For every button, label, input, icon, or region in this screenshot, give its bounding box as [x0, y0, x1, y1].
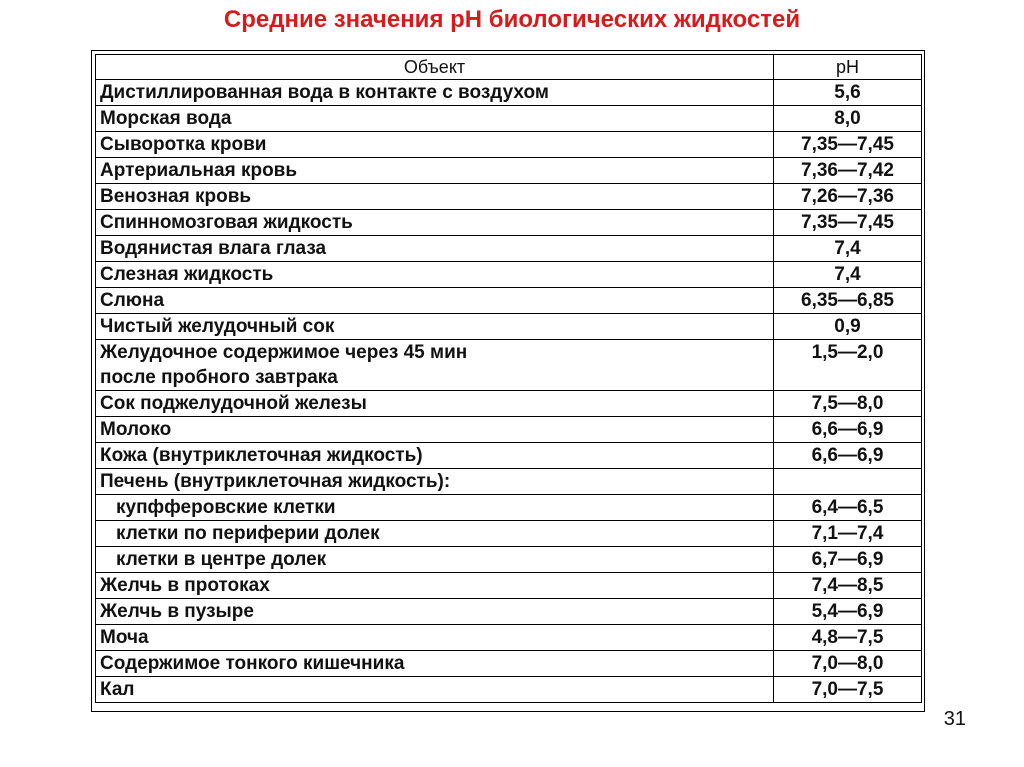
header-ph: pH — [774, 55, 922, 80]
row-object: Кожа (внутриклеточная жидкость) — [96, 443, 774, 469]
row-ph: 7,1—7,4 — [774, 521, 922, 547]
page-number: 31 — [943, 708, 966, 730]
row-object: Чистый желудочный сок — [96, 314, 774, 340]
row-ph: 7,4 — [774, 262, 922, 288]
row-ph: 4,8—7,5 — [774, 625, 922, 651]
ph-table-frame — [91, 50, 925, 712]
table-row — [96, 469, 922, 495]
table-row — [96, 391, 922, 417]
row-object: Морская вода — [96, 106, 774, 132]
table-row — [96, 521, 922, 547]
row-object: Сыворотка крови — [96, 132, 774, 158]
row-object: клетки по периферии долек — [96, 521, 774, 547]
table-row — [96, 288, 922, 314]
row-ph: 7,4 — [774, 236, 922, 262]
row-ph: 6,4—6,5 — [774, 495, 922, 521]
row-ph: 7,35—7,45 — [774, 210, 922, 236]
table-row — [96, 547, 922, 573]
row-ph: 5,4—6,9 — [774, 599, 922, 625]
table-row — [96, 314, 922, 340]
table-row — [96, 262, 922, 288]
row-ph: 7,35—7,45 — [774, 132, 922, 158]
row-object: Сок поджелудочной железы — [96, 391, 774, 417]
row-object: Слезная жидкость — [96, 262, 774, 288]
row-ph: 0,9 — [774, 314, 922, 340]
row-ph: 6,6—6,9 — [774, 443, 922, 469]
row-ph: 6,35—6,85 — [774, 288, 922, 314]
slide-title: Средние значения pH биологических жидкостей — [223, 6, 801, 33]
table-row — [96, 236, 922, 262]
row-object: Содержимое тонкого кишечника — [96, 651, 774, 677]
table-row — [96, 417, 922, 443]
table-row — [96, 625, 922, 651]
row-object: Молоко — [96, 417, 774, 443]
table-row — [96, 599, 922, 625]
row-ph: 7,0—8,0 — [774, 651, 922, 677]
table-row — [96, 443, 922, 469]
row-object: Спинномозговая жидкость — [96, 210, 774, 236]
table-row — [96, 573, 922, 599]
row-ph: 6,6—6,9 — [774, 417, 922, 443]
row-object: Слюна — [96, 288, 774, 314]
row-object: купфферовские клетки — [96, 495, 774, 521]
row-object: клетки в центре долек — [96, 547, 774, 573]
row-ph: 1,5—2,0 — [774, 340, 922, 391]
row-ph — [774, 469, 922, 495]
table-row — [96, 210, 922, 236]
table-row — [96, 106, 922, 132]
row-object: Венозная кровь — [96, 184, 774, 210]
ph-table — [95, 54, 922, 703]
row-object: Водянистая влага глаза — [96, 236, 774, 262]
table-row — [96, 184, 922, 210]
row-object-line: Желудочное содержимое через 45 мин — [100, 342, 468, 363]
row-object: Артериальная кровь — [96, 158, 774, 184]
row-object: Желчь в пузыре — [96, 599, 774, 625]
row-ph: 7,36—7,42 — [774, 158, 922, 184]
table-row — [96, 495, 922, 521]
table-row — [96, 651, 922, 677]
row-object-multiline — [96, 340, 774, 391]
table-row — [96, 80, 922, 106]
row-object: Дистиллированная вода в контакте с воздухом — [96, 80, 774, 106]
table-row — [96, 158, 922, 184]
row-object: Желчь в протоках — [96, 573, 774, 599]
row-object: Кал — [96, 677, 774, 703]
row-object: Моча — [96, 625, 774, 651]
row-ph: 5,6 — [774, 80, 922, 106]
table-row — [96, 340, 922, 391]
table-row — [96, 677, 922, 703]
table-header-row — [96, 55, 922, 80]
row-ph: 7,26—7,36 — [774, 184, 922, 210]
row-ph: 7,5—8,0 — [774, 391, 922, 417]
row-ph: 6,7—6,9 — [774, 547, 922, 573]
row-object: Печень (внутриклеточная жидкость): — [96, 469, 774, 495]
header-object: Объект — [96, 55, 774, 80]
row-ph: 7,4—8,5 — [774, 573, 922, 599]
row-ph: 7,0—7,5 — [774, 677, 922, 703]
row-ph: 8,0 — [774, 106, 922, 132]
table-row — [96, 132, 922, 158]
row-object-line: после пробного завтрака — [100, 367, 338, 388]
